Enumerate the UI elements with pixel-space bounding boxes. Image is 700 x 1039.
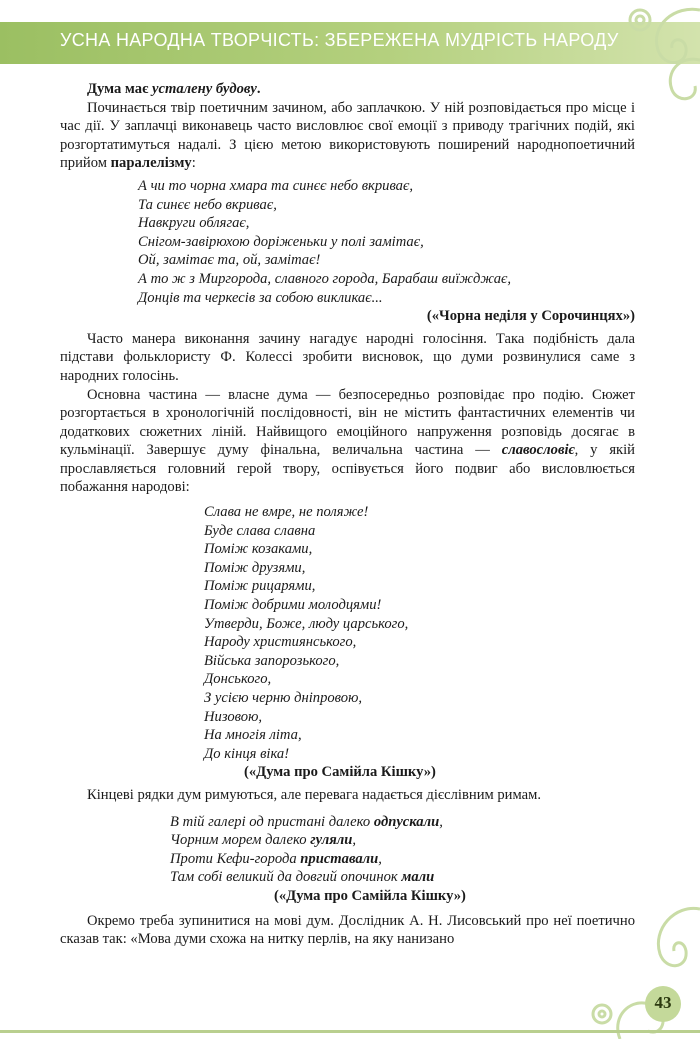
- poem-excerpt-2: [204, 503, 635, 763]
- poem-line: Буде слава славна: [204, 522, 316, 539]
- poem-line: Низовою,: [204, 708, 263, 725]
- poem-line: Слава не вмре, не поляже!: [204, 504, 369, 521]
- paragraph-text: Починається твір поетичним зачином, або заплачкою. У ній розповідається про місце і час дії. У заплачці виконавець часто висловлює свої емоції з приводу трагічних подій, які розгортатимуться надалі. З цією метою використовують поширений народнопоетичний прийом: [60, 99, 635, 172]
- paragraph-main-part: [60, 386, 635, 498]
- page-content: [60, 80, 635, 949]
- poem-excerpt-1: [138, 177, 635, 307]
- emphasis-term: паралелізму: [110, 155, 192, 172]
- poem-line: Донського,: [204, 671, 272, 688]
- paragraph-structure: [60, 80, 635, 99]
- poem-source: («Дума про Самійла Кішку»): [244, 764, 436, 781]
- poem-line: Донців та черкесів за собою викликає...: [138, 289, 383, 306]
- paragraph-lament: [60, 330, 635, 386]
- poem-line: А то ж з Миргорода, славного города, Барабаш виїжджає,: [138, 270, 512, 287]
- paragraph-rhyme: [60, 786, 635, 805]
- running-header-title: УСНА НАРОДНА ТВОРЧІСТЬ: ЗБЕРЕЖЕНА МУДРІСТЬ НАРОДУ: [60, 30, 619, 50]
- poem-line: Чорним морем далеко гуляли,: [170, 832, 356, 849]
- paragraph-text: Основна частина — власне дума — безпосередньо розповідає про подію. Сюжет розгортається в хронологічній послідовності, він не містить фантастичних елементів чи додаткових сюжетних ліній. Найвищого емоційного напруження розповідь досягає в кульмінації. Завершує думу фінальна, величальна частина —: [60, 386, 635, 459]
- poem-source: («Дума про Самійла Кішку»): [274, 887, 466, 904]
- poem-line: На многія літа,: [204, 727, 302, 744]
- paragraph-text: .: [256, 81, 261, 97]
- rhyme-word: гуляли: [310, 832, 353, 849]
- rhyme-word: мали: [401, 869, 435, 886]
- rhyme-word: одпускали: [373, 813, 440, 830]
- poem-line: Проти Кефи-города приставали,: [170, 850, 382, 867]
- page-number: 43: [654, 993, 672, 1012]
- paragraph-language: [60, 912, 635, 949]
- poem-line: Народу християнського,: [204, 634, 357, 651]
- poem-line: З усією черню дніпровою,: [204, 690, 363, 706]
- emphasis-term: усталену будову: [152, 81, 257, 97]
- poem-source: («Чорна неділя у Сорочинцях»): [426, 308, 635, 325]
- paragraph-text: Кінцеві рядки дум римуються, але перевага надається дієслівним римам.: [87, 786, 541, 803]
- paragraph-text: Окремо треба зупинитися на мові дум. Дослідник А. Н. Лисовський про неї поетично сказав так: «Мова думи схожа на нитку перлів, на яку нанизано: [60, 912, 635, 948]
- poem-line: Там собі великий да довгий опочинок мали: [170, 869, 435, 886]
- poem-line: Утверди, Боже, люду царського,: [204, 615, 409, 632]
- poem-line: Війська запорозького,: [204, 652, 340, 669]
- paragraph-opening: [60, 99, 635, 173]
- emphasis-term: славословіє: [501, 442, 575, 459]
- poem-line: В тій галері од пристані далеко одпускали,: [170, 813, 443, 830]
- poem-line: Поміж козаками,: [204, 541, 313, 558]
- poem-line: А чи то чорна хмара та синєє небо вкриває,: [138, 177, 413, 194]
- poem-line: Та синєє небо вкриває,: [138, 196, 277, 213]
- poem-line: Поміж рицарями,: [204, 578, 316, 595]
- paragraph-text: Часто манера виконання зачину нагадує народні голосіння. Така подібність дала підстави фольклористу Ф. Колессі зробити висновок, що думи розвинулися саме з народних голосінь.: [60, 330, 635, 384]
- bottom-rule: [0, 1030, 700, 1033]
- poem-line: Навкруги облягає,: [138, 215, 250, 232]
- poem-line: Снігом-завірюхою доріженьки у полі замітає,: [138, 233, 424, 250]
- poem-excerpt-3: [170, 813, 635, 887]
- poem-line: Ой, замітає та, ой, замітає!: [138, 252, 321, 269]
- poem-line: Поміж друзями,: [204, 559, 306, 576]
- poem-line: До кінця віка!: [204, 745, 290, 762]
- poem-line: Поміж добрими молодцями!: [204, 597, 382, 614]
- rhyme-word: приставали: [300, 850, 379, 867]
- paragraph-text: Дума має: [87, 81, 153, 97]
- paragraph-text: , у якій прославляється головний герой твору, оспівується його подвиг або висловлюється побажання народові:: [60, 442, 635, 496]
- paragraph-text: :: [191, 155, 196, 172]
